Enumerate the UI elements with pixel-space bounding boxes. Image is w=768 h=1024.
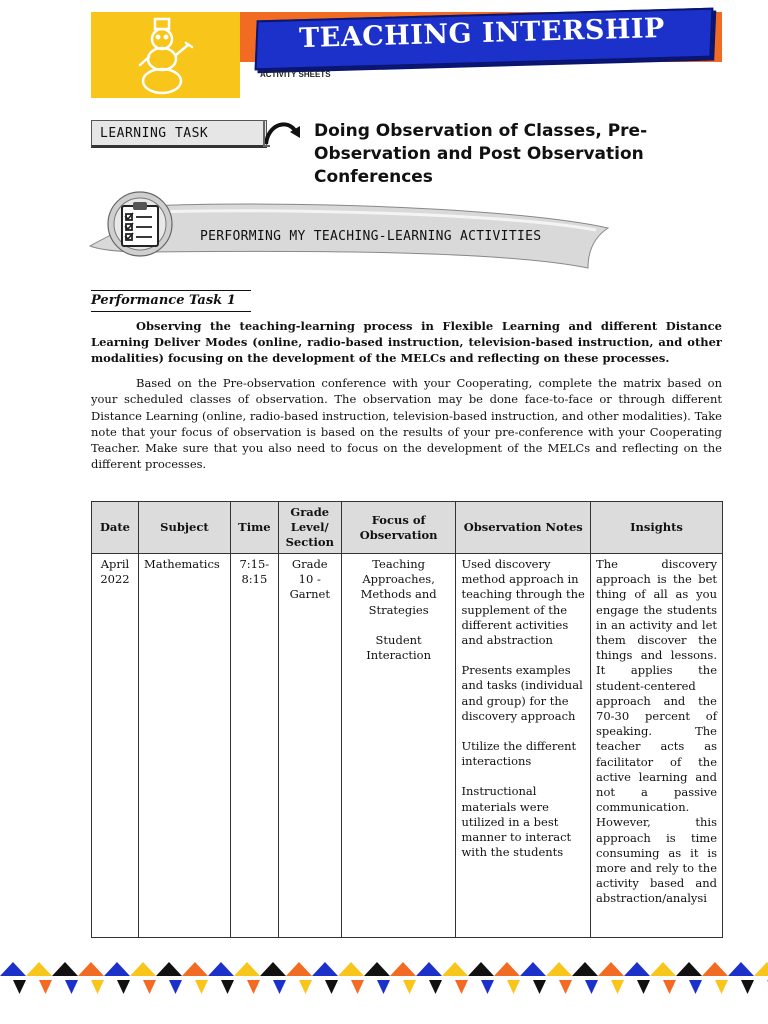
footer-triangle <box>702 962 728 976</box>
header-date: Date <box>92 502 139 554</box>
footer-triangle <box>117 980 130 994</box>
learning-task-label: LEARNING TASK <box>100 126 209 141</box>
header-focus: Focus of Observation <box>341 502 456 554</box>
footer-triangle <box>208 962 234 976</box>
cell-grade: Grade 10 - Garnet <box>278 554 341 938</box>
footer-triangle <box>533 980 546 994</box>
focus-item: Student Interaction <box>366 632 431 663</box>
footer-triangle <box>572 962 598 976</box>
footer-triangle <box>481 980 494 994</box>
note-item: Used discovery method approach in teaching through the supplement of the different activities and abstraction <box>461 557 585 648</box>
footer-triangle <box>26 962 52 976</box>
footer-triangle <box>676 962 702 976</box>
footer-triangle <box>221 980 234 994</box>
note-item: Utilize the different interactions <box>461 739 577 769</box>
footer-triangle <box>195 980 208 994</box>
footer-triangle <box>247 980 260 994</box>
table-header-row <box>92 502 723 554</box>
footer-triangle <box>260 962 286 976</box>
footer-triangle <box>78 962 104 976</box>
footer-triangle <box>0 962 26 976</box>
footer-triangle <box>507 980 520 994</box>
footer-triangle <box>91 980 104 994</box>
footer-triangle <box>585 980 598 994</box>
rule-bottom <box>91 311 251 312</box>
footer-triangle <box>338 962 364 976</box>
footer-triangle <box>663 980 676 994</box>
footer-triangle <box>416 962 442 976</box>
banner-text: PERFORMING MY TEACHING-LEARNING ACTIVITIES <box>200 229 542 244</box>
footer-triangle <box>546 962 572 976</box>
footer-triangle <box>143 980 156 994</box>
footer-triangle <box>741 980 754 994</box>
footer-triangle <box>312 962 338 976</box>
footer-triangle <box>351 980 364 994</box>
footer-triangle <box>286 962 312 976</box>
instructions-paragraph: Based on the Pre-observation conference with your Cooperating, complete the matrix based on your scheduled classes of observation. The observation may be done face-to-face or through different Distance Learning (online, radio-based instruction, television-based instruction, and other modalities). Take note that your focus of observation is based on the results of your pre-conference with your Cooperating Teacher. Make sure that you also need to focus on the development of the MELCs and reflecting on the different processes. <box>91 376 722 472</box>
footer-triangle <box>520 962 546 976</box>
footer-triangle <box>364 962 390 976</box>
footer-triangle <box>468 962 494 976</box>
footer-triangle <box>156 962 182 976</box>
header-subject: Subject <box>138 502 230 554</box>
footer-triangle <box>611 980 624 994</box>
curved-arrow-icon <box>262 116 306 150</box>
footer-triangle <box>182 962 208 976</box>
footer-triangle <box>728 962 754 976</box>
learning-task-heading: Doing Observation of Classes, Pre-Observation and Post Observation Conferences <box>314 121 648 187</box>
document-title: TEACHING INTERSHIP <box>298 12 666 55</box>
cell-subject: Mathematics <box>138 554 230 938</box>
snowman-mascot-icon <box>128 15 208 97</box>
footer-triangle <box>39 980 52 994</box>
footer-triangle <box>52 962 78 976</box>
focus-item: Teaching Approaches, Methods and Strategies <box>360 557 437 617</box>
observation-matrix-table <box>91 501 723 938</box>
header-insights: Insights <box>591 502 723 554</box>
footer-triangle <box>429 980 442 994</box>
clipboard-checklist-icon <box>122 202 158 246</box>
footer-triangle <box>325 980 338 994</box>
footer-triangle <box>273 980 286 994</box>
cell-notes <box>456 554 591 938</box>
footer-triangle <box>390 962 416 976</box>
footer-triangle <box>234 962 260 976</box>
footer-triangle <box>650 962 676 976</box>
bold-intro-paragraph: Observing the teaching-learning process in Flexible Learning and different Distance Learning Deliver Modes (online, radio-based instruction, television-based instruction, and other modalities) focusing on the development of the MELCs and reflecting on these processes. <box>91 319 722 365</box>
footer-triangle <box>377 980 390 994</box>
footer-triangle <box>637 980 650 994</box>
header-time: Time <box>230 502 278 554</box>
note-item: Presents examples and tasks (individual and group) for the discovery approach <box>461 663 583 723</box>
performance-task-title: Performance Task 1 <box>91 293 236 308</box>
footer-triangle <box>624 962 650 976</box>
footer-triangle <box>598 962 624 976</box>
table-row <box>92 554 723 938</box>
cell-date: April 2022 <box>92 554 139 938</box>
note-item: Instructional materials were utilized in a best manner to interact with the students <box>461 784 572 860</box>
footer-triangle <box>65 980 78 994</box>
footer-triangle <box>689 980 702 994</box>
rule-top <box>91 290 251 291</box>
footer-triangle <box>494 962 520 976</box>
footer-triangle <box>715 980 728 994</box>
cell-time: 7:15-8:15 <box>230 554 278 938</box>
footer-triangle <box>130 962 156 976</box>
footer-triangle <box>442 962 468 976</box>
header-notes: Observation Notes <box>456 502 591 554</box>
decorative-triangle-footer <box>0 962 768 996</box>
cell-insights: The discovery approach is the bet thing of all as you engage the students in an activity and let them discover the things and lessons. It applies the student-centered approach and the 70-30 percent of speaking. The teacher acts as facilitator of the active learning and not a passive communication. However, this approach is time consuming as it is more and rely to the activity based and abstraction/analysi <box>591 554 723 938</box>
footer-triangle <box>455 980 468 994</box>
footer-triangle <box>754 962 768 976</box>
footer-triangle <box>403 980 416 994</box>
footer-triangle <box>104 962 130 976</box>
activity-sheets-label: ACTIVITY SHEETS <box>260 70 331 79</box>
header-grade: Grade Level/ Section <box>278 502 341 554</box>
footer-triangle <box>559 980 572 994</box>
cell-focus <box>341 554 456 938</box>
footer-triangle <box>13 980 26 994</box>
footer-triangle <box>169 980 182 994</box>
footer-triangle <box>299 980 312 994</box>
